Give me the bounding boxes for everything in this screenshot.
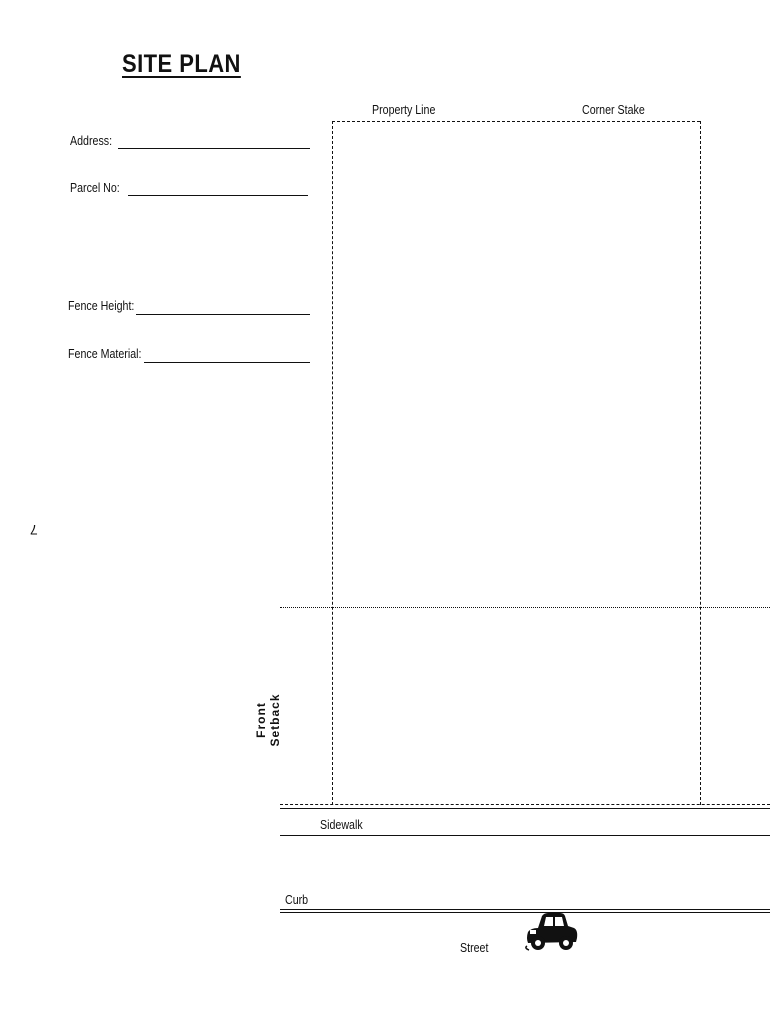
front-setback-line1: Front [254,702,268,738]
front-setback-line2: Setback [268,693,282,747]
property-line-left [332,121,333,805]
page-number: 7 [30,522,38,538]
front-setback-label [254,680,282,760]
sidewalk-label: Sidewalk [320,817,363,832]
parcel-field[interactable] [128,195,308,196]
curb-label: Curb [285,892,309,907]
corner-stake-label: Corner Stake [582,102,645,117]
address-field[interactable] [118,148,310,149]
fence-height-label: Fence Height: [68,298,135,313]
property-line-top [332,121,700,122]
sidewalk-edge-top [280,808,770,809]
property-line-right [700,121,701,805]
sidewalk-edge-bottom [280,835,770,836]
car-icon [524,910,580,954]
page-title: SITE PLAN [122,50,241,78]
setback-line [280,607,770,608]
fence-material-field[interactable] [144,362,310,363]
street-label: Street [460,940,489,955]
address-label: Address: [70,133,113,148]
property-line-label: Property Line [372,102,436,117]
fence-material-label: Fence Material: [68,346,142,361]
front-property-line [280,804,770,805]
parcel-label: Parcel No: [70,180,120,195]
fence-height-field[interactable] [136,314,310,315]
